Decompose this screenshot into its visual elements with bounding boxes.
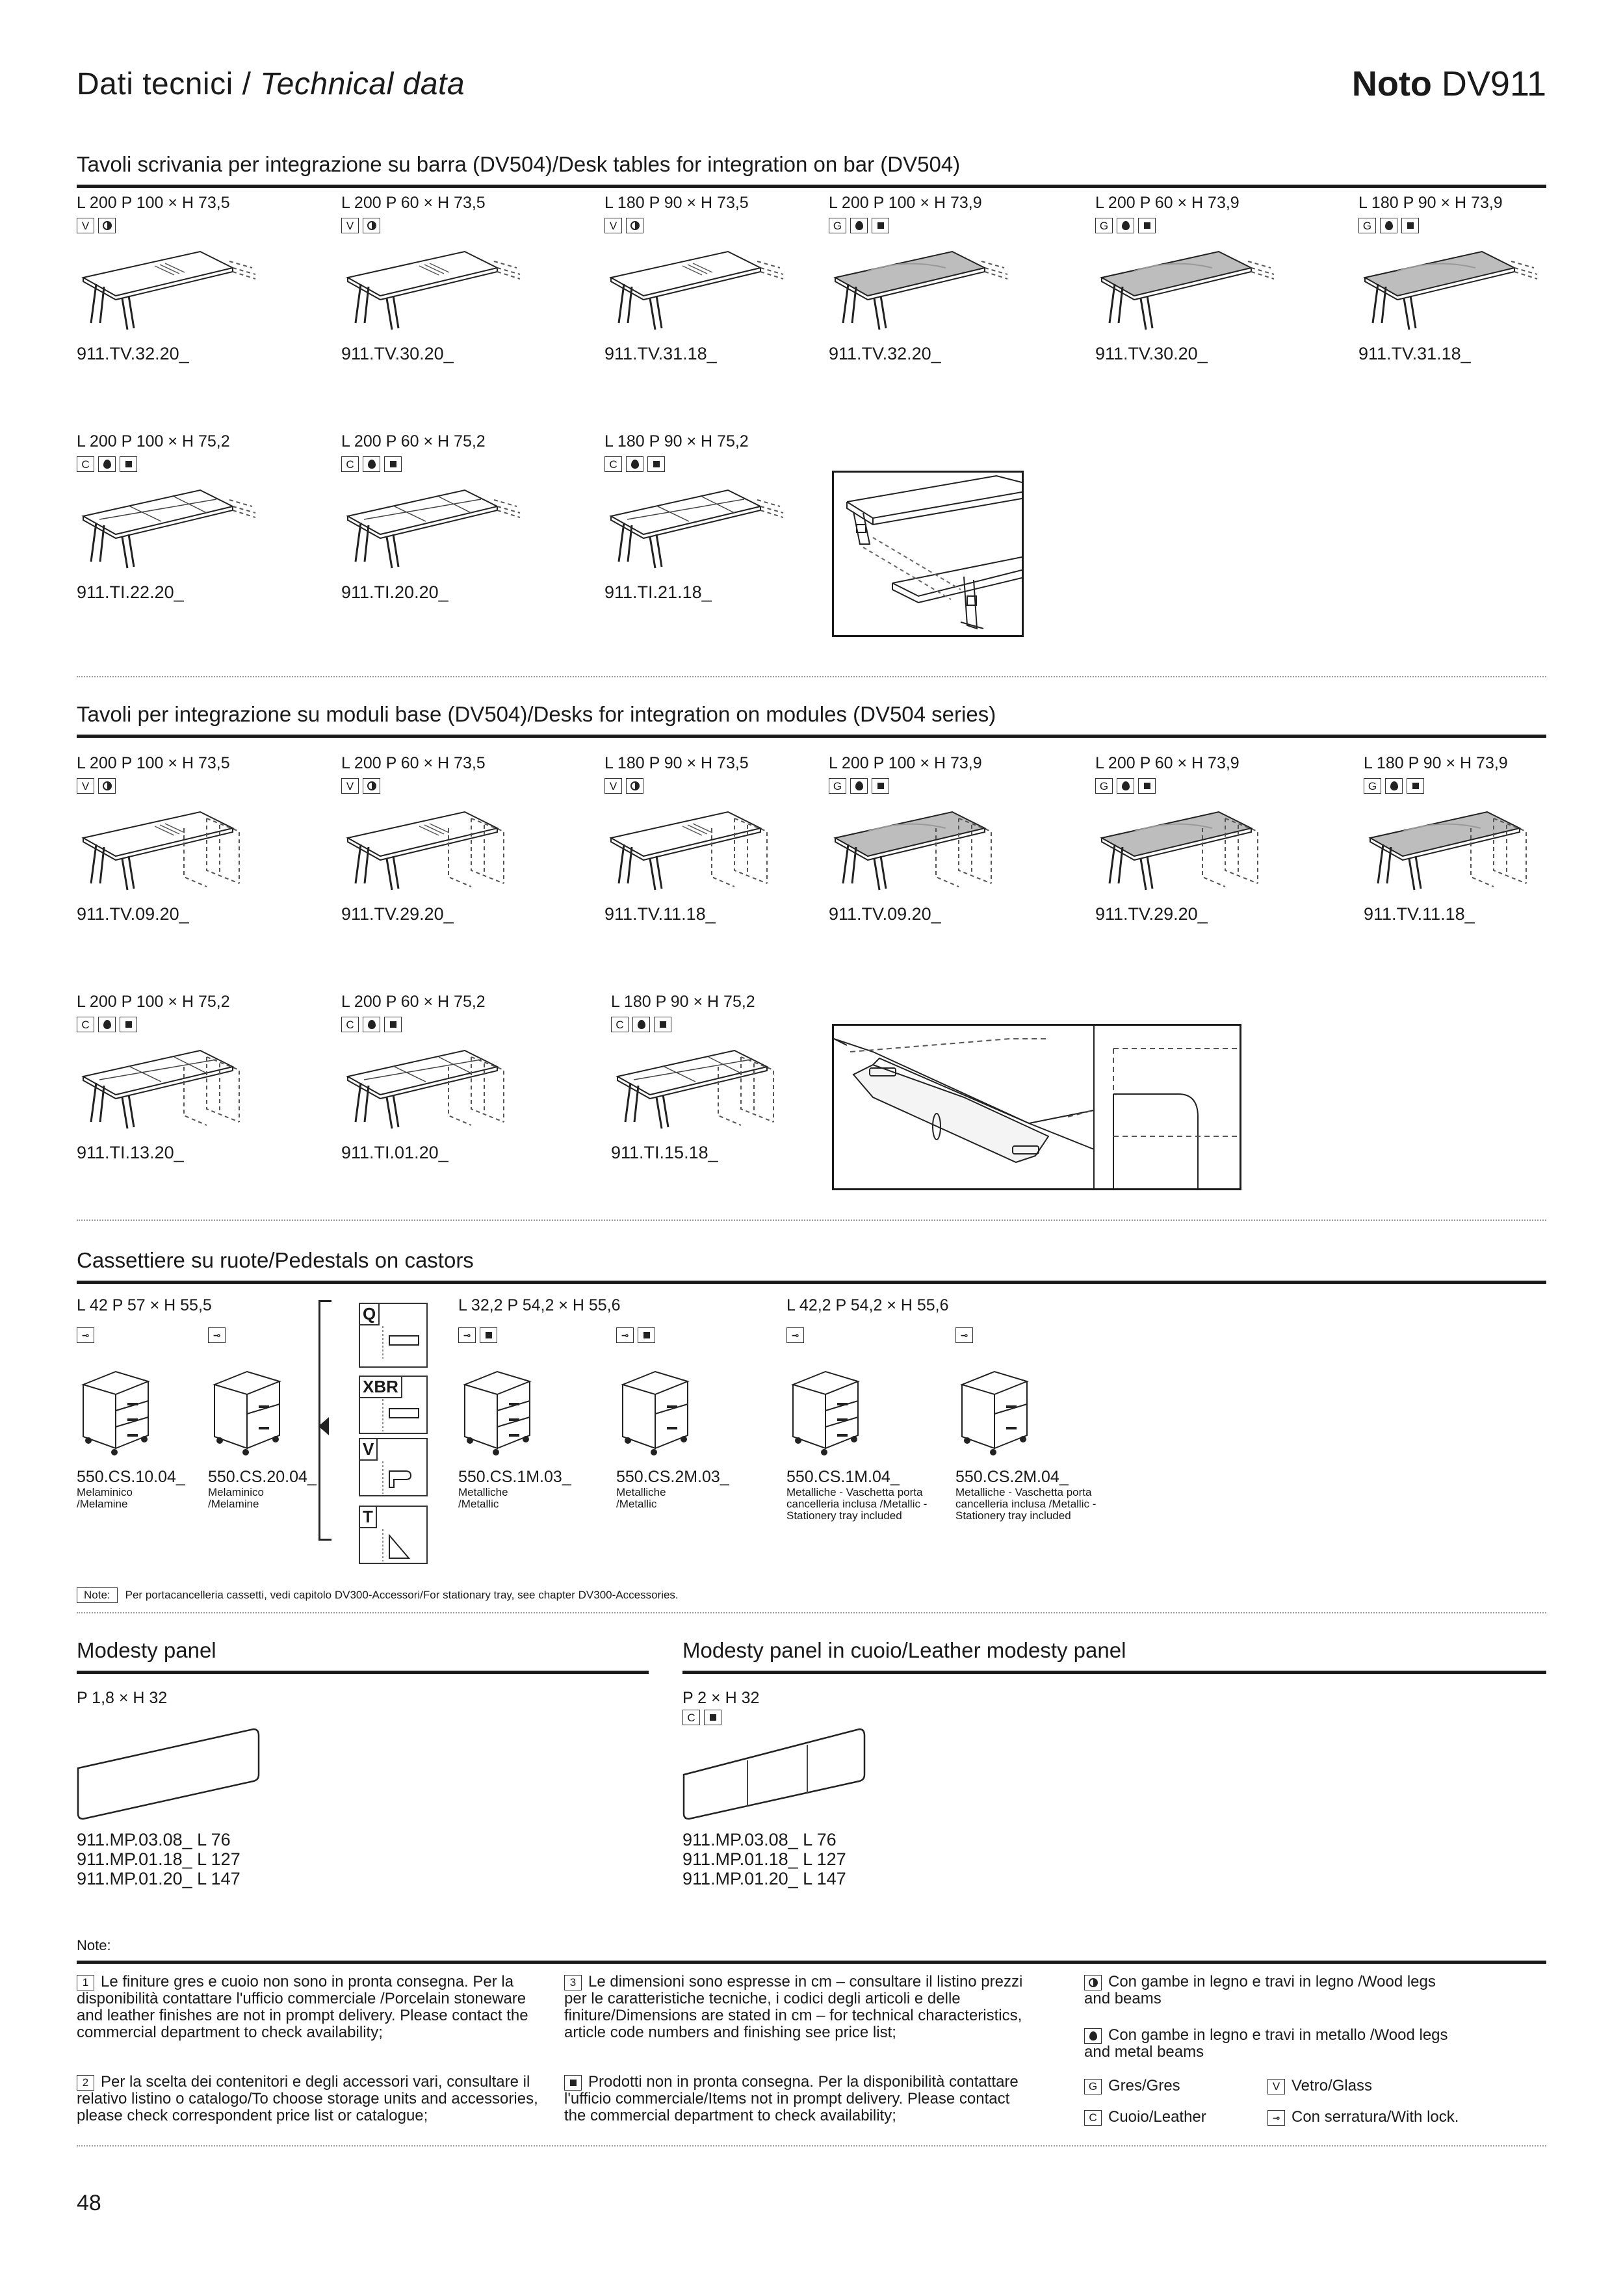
leather-icon: C xyxy=(604,456,622,472)
handle-icon xyxy=(380,1461,425,1494)
modesty-dim-left: P 1,8 × H 32 xyxy=(77,1689,168,1707)
glass-icon: V xyxy=(77,218,94,233)
desk-drawing xyxy=(77,245,324,336)
not-in-stock-icon xyxy=(654,1017,671,1032)
pedestal-item xyxy=(458,1365,614,1510)
note-3 xyxy=(564,1974,1032,2041)
legend-lock-text: Con serratura/With lock. xyxy=(1292,2108,1459,2126)
desk-code: 911.TV.31.18_ xyxy=(1358,344,1471,363)
desk-drawing xyxy=(1358,245,1605,336)
desk-dimensions: L 200 P 60 × H 73,5 xyxy=(341,754,486,772)
metal-beams-icon xyxy=(363,1017,380,1032)
desk-drawing xyxy=(829,805,1076,896)
desk-code: 911.TV.30.20_ xyxy=(341,344,454,363)
pedestal-drawing xyxy=(955,1365,1111,1456)
desk-dimensions: L 200 P 60 × H 75,2 xyxy=(341,432,486,450)
desk-code: 911.TV.31.18_ xyxy=(604,344,717,363)
desk-item xyxy=(604,754,851,924)
desk-drawing xyxy=(604,805,851,896)
desk-code: 911.TI.01.20_ xyxy=(341,1143,448,1162)
option-label: T xyxy=(360,1507,377,1528)
lock-icon: ⊸ xyxy=(955,1327,973,1343)
desk-dimensions: L 200 P 100 × H 75,2 xyxy=(77,993,230,1011)
desk-dimensions: L 180 P 90 × H 73,5 xyxy=(604,754,749,772)
page-title xyxy=(77,66,465,102)
desk-code: 911.TV.11.18_ xyxy=(604,904,716,924)
pedestal-code: 550.CS.10.04_ xyxy=(77,1468,185,1486)
note-3-text: Le dimensioni sono espresse in cm – consultare il listino prezzi per le caratteristiche tecniche, i codici degli articoli e delle finiture/Dimensions are stated in cm – for technical characteristics, article code numbers and finishing see price list; xyxy=(564,1973,1023,2041)
desk-item xyxy=(341,432,588,603)
dotted-divider xyxy=(77,1612,1546,1613)
wood-legs-icon xyxy=(626,778,643,794)
metal-beams-icon xyxy=(98,456,116,472)
legend-gres-text: Gres/Gres xyxy=(1108,2077,1180,2094)
lock-icon: ⊸ xyxy=(1267,2110,1285,2126)
not-in-stock-icon xyxy=(1138,218,1156,233)
not-in-stock-icon xyxy=(480,1327,497,1343)
gres-icon: G xyxy=(1084,2079,1102,2094)
leather-modesty-panel-drawing xyxy=(682,1723,871,1820)
pedestal-item xyxy=(616,1365,772,1510)
not-in-stock-icon xyxy=(1407,778,1424,794)
section-rule xyxy=(682,1671,1546,1674)
modesty-title-left: Modesty panel xyxy=(77,1638,216,1662)
note-1-text: Le finiture gres e cuoio non sono in pronta consegna. Per la disponibilità contattare l'ufficio commerciale /Porcelain stoneware and leather finishes are not in prompt delivery. Please contact the commercial department to check availability; xyxy=(77,1973,528,2041)
desk-dimensions: L 180 P 90 × H 73,9 xyxy=(1358,194,1503,212)
leather-icon: C xyxy=(341,1017,359,1032)
module-detail-drawing xyxy=(832,1024,1241,1190)
finish-icons xyxy=(1364,778,1611,794)
legend-leather-text: Cuoio/Leather xyxy=(1108,2108,1206,2126)
desk-code: 911.TI.21.18_ xyxy=(604,582,712,602)
note-number: 3 xyxy=(564,1975,582,1990)
desk-code: 911.TV.29.20_ xyxy=(1095,904,1208,924)
modesty-dim-right: P 2 × H 32 xyxy=(682,1689,760,1707)
desk-item xyxy=(611,993,858,1163)
legend-metal xyxy=(1084,2027,1461,2061)
wood-legs-icon xyxy=(626,218,643,233)
leather-icon: C xyxy=(77,456,94,472)
not-in-stock-icon xyxy=(1138,778,1156,794)
glass-icon: V xyxy=(341,218,359,233)
desk-drawing xyxy=(77,484,324,575)
gres-icon: G xyxy=(1358,218,1376,233)
not-in-stock-icon xyxy=(564,2075,582,2091)
pedestal-item xyxy=(955,1365,1111,1522)
leather-icon: C xyxy=(682,1710,700,1725)
leather-icon: C xyxy=(611,1017,629,1032)
pedestal-code: 550.CS.2M.03_ xyxy=(616,1468,729,1486)
desk-dimensions: L 180 P 90 × H 73,9 xyxy=(1364,754,1508,772)
desk-code: 911.TV.32.20_ xyxy=(77,344,189,363)
pedestal-option-q xyxy=(359,1303,428,1368)
desk-item xyxy=(341,993,588,1163)
title-it: Dati tecnici / xyxy=(77,67,252,101)
finish-icons xyxy=(1358,218,1605,233)
desk-code: 911.TV.29.20_ xyxy=(341,904,454,924)
note-4-text: Prodotti non in pronta consegna. Per la disponibilità contattare l'ufficio commerciale/Items not in prompt delivery. Please contact the commercial department to check availability; xyxy=(564,2073,1019,2124)
not-in-stock-icon xyxy=(638,1327,655,1343)
metal-beams-icon xyxy=(1117,778,1134,794)
modesty-code: 911.MP.01.18_ L 127 xyxy=(77,1849,240,1869)
bar-detail-illustration xyxy=(834,473,1022,635)
pedestal-drawing xyxy=(208,1365,364,1456)
desk-item xyxy=(829,754,1076,924)
finish-icons xyxy=(1095,218,1342,233)
pedestal-note xyxy=(77,1587,679,1603)
desk-item xyxy=(829,194,1076,364)
finish-icons xyxy=(604,456,851,472)
pedestal-code: 550.CS.20.04_ xyxy=(208,1468,317,1486)
desk-dimensions: L 200 P 100 × H 73,5 xyxy=(77,194,230,212)
bar-detail-drawing xyxy=(832,471,1024,637)
desk-code: 911.TI.15.18_ xyxy=(611,1143,718,1162)
desk-dimensions: L 200 P 60 × H 73,9 xyxy=(1095,194,1240,212)
pedestal-desc: Melaminico /Melamine xyxy=(208,1486,264,1510)
lock-icon: ⊸ xyxy=(77,1327,94,1343)
desk-item xyxy=(341,194,588,364)
not-in-stock-icon xyxy=(384,456,402,472)
desk-drawing xyxy=(77,1044,324,1135)
finish-icons xyxy=(341,1017,588,1032)
desk-item xyxy=(604,194,851,364)
leather-icon: C xyxy=(77,1017,94,1032)
desk-dimensions: L 180 P 90 × H 75,2 xyxy=(611,993,755,1011)
pedestal-drawing xyxy=(616,1365,772,1456)
desk-drawing xyxy=(1364,805,1611,896)
finish-icons xyxy=(77,456,324,472)
metal-beams-icon xyxy=(850,778,868,794)
wood-legs-icon xyxy=(363,218,380,233)
wood-legs-icon xyxy=(98,778,116,794)
desk-drawing xyxy=(604,484,851,575)
section-title-module-desks: Tavoli per integrazione su moduli base (DV504)/Desks for integration on modules (DV504 series) xyxy=(77,702,996,726)
title-en: Technical data xyxy=(260,67,465,101)
modesty-code: 911.MP.03.08_ L 76 xyxy=(77,1830,231,1849)
desk-item xyxy=(77,754,324,924)
finish-icons xyxy=(611,1017,858,1032)
finish-icons xyxy=(604,218,851,233)
desk-drawing xyxy=(341,484,588,575)
not-in-stock-icon xyxy=(872,218,889,233)
pedestal-item xyxy=(786,1365,942,1522)
metal-beams-icon xyxy=(626,456,643,472)
pedestal-dim-c: L 42,2 P 54,2 × H 55,6 xyxy=(786,1296,949,1314)
handle-icon xyxy=(380,1529,425,1561)
notes-label: Note: xyxy=(77,1937,111,1953)
pedestal-code: 550.CS.1M.04_ xyxy=(786,1468,900,1486)
desk-drawing xyxy=(1095,805,1342,896)
dotted-divider xyxy=(77,1220,1546,1221)
pedestal-desc: Melaminico /Melamine xyxy=(77,1486,133,1510)
desk-drawing xyxy=(341,245,588,336)
wood-legs-icon xyxy=(1084,1975,1102,1990)
desk-drawing xyxy=(77,805,324,896)
pedestal-desc: Metalliche - Vaschetta porta cancelleria inclusa /Metallic - Stationery tray included xyxy=(786,1486,928,1522)
glass-icon: V xyxy=(604,218,622,233)
desk-code: 911.TI.22.20_ xyxy=(77,582,184,602)
desk-dimensions: L 180 P 90 × H 73,5 xyxy=(604,194,749,212)
glass-icon: V xyxy=(1267,2079,1285,2094)
desk-code: 911.TV.30.20_ xyxy=(1095,344,1208,363)
section-title-pedestals: Cassettiere su ruote/Pedestals on castors xyxy=(77,1248,474,1272)
legend-gres xyxy=(1084,2078,1180,2094)
modesty-code: 911.MP.03.08_ L 76 xyxy=(682,1830,837,1849)
brand-name: Noto xyxy=(1351,64,1432,103)
modesty-panel-drawing xyxy=(77,1723,265,1820)
legend-glass-text: Vetro/Glass xyxy=(1292,2077,1373,2094)
modesty-code: 911.MP.01.20_ L 147 xyxy=(77,1869,240,1888)
desk-drawing xyxy=(604,245,851,336)
desk-code: 911.TV.09.20_ xyxy=(77,904,189,924)
pedestal-option-t xyxy=(359,1506,428,1564)
legend-leather xyxy=(1084,2109,1206,2126)
desk-drawing xyxy=(611,1044,858,1135)
wood-legs-icon xyxy=(98,218,116,233)
desk-item xyxy=(341,754,588,924)
gres-icon: G xyxy=(1095,778,1113,794)
handle-icon xyxy=(380,1399,425,1431)
finish-icons xyxy=(341,778,588,794)
metal-beams-icon xyxy=(1117,218,1134,233)
desk-item xyxy=(1358,194,1605,364)
page-number: 48 xyxy=(77,2191,101,2215)
section-rule xyxy=(77,1961,1546,1964)
desk-dimensions: L 200 P 100 × H 73,9 xyxy=(829,754,982,772)
desk-code: 911.TV.09.20_ xyxy=(829,904,941,924)
finish-icons xyxy=(77,1017,324,1032)
option-label: Q xyxy=(360,1304,380,1325)
note-text: Per portacancelleria cassetti, vedi capitolo DV300-Accessori/For stationary tray, see chapter DV300-Accessories. xyxy=(125,1589,679,1601)
metal-beams-icon xyxy=(1380,218,1397,233)
gres-icon: G xyxy=(1095,218,1113,233)
pedestal-code: 550.CS.1M.03_ xyxy=(458,1468,571,1486)
finish-icons xyxy=(341,456,588,472)
desk-drawing xyxy=(1095,245,1342,336)
section-rule xyxy=(77,735,1546,738)
legend-metal-text: Con gambe in legno e travi in metallo /Wood legs and metal beams xyxy=(1084,2026,1448,2061)
legend-glass xyxy=(1267,2078,1372,2094)
model-name: DV911 xyxy=(1441,64,1546,103)
section-rule xyxy=(77,1671,649,1674)
finish-icons xyxy=(829,218,1076,233)
option-label: XBR xyxy=(360,1377,402,1398)
metal-beams-icon xyxy=(98,1017,116,1032)
wood-legs-icon xyxy=(363,778,380,794)
desk-dimensions: L 200 P 100 × H 75,2 xyxy=(77,432,230,450)
desk-drawing xyxy=(341,805,588,896)
finish-icons xyxy=(829,778,1076,794)
note-1 xyxy=(77,1974,532,2041)
desk-dimensions: L 200 P 60 × H 75,2 xyxy=(341,993,486,1011)
pedestal-dim-b: L 32,2 P 54,2 × H 55,6 xyxy=(458,1296,621,1314)
not-in-stock-icon xyxy=(1401,218,1419,233)
metal-beams-icon xyxy=(632,1017,650,1032)
pedestal-desc: Metalliche /Metallic xyxy=(458,1486,508,1510)
leather-icon: C xyxy=(341,456,359,472)
note-4 xyxy=(564,2074,1032,2124)
lock-icon: ⊸ xyxy=(616,1327,634,1343)
pedestal-item xyxy=(208,1365,364,1510)
desk-item xyxy=(1095,194,1342,364)
note-number: 1 xyxy=(77,1975,94,1990)
glass-icon: V xyxy=(341,778,359,794)
pedestal-dim-a: L 42 P 57 × H 55,5 xyxy=(77,1296,212,1314)
desk-item xyxy=(1364,754,1611,924)
legend-wood xyxy=(1084,1974,1461,2007)
desk-code: 911.TI.20.20_ xyxy=(341,582,448,602)
option-label: V xyxy=(360,1439,378,1461)
gres-icon: G xyxy=(829,778,846,794)
desk-dimensions: L 200 P 60 × H 73,5 xyxy=(341,194,486,212)
pedestal-option-v xyxy=(359,1438,428,1496)
pedestal-code: 550.CS.2M.04_ xyxy=(955,1468,1069,1486)
desk-code: 911.TI.13.20_ xyxy=(77,1143,184,1162)
desk-drawing xyxy=(341,1044,588,1135)
legend-wood-text: Con gambe in legno e travi in legno /Wood legs and beams xyxy=(1084,1973,1436,2007)
modesty-code: 911.MP.01.18_ L 127 xyxy=(682,1849,846,1869)
not-in-stock-icon xyxy=(120,1017,137,1032)
lock-icon: ⊸ xyxy=(208,1327,226,1343)
desk-dimensions: L 200 P 100 × H 73,5 xyxy=(77,754,230,772)
section-rule xyxy=(77,1281,1546,1284)
metal-beams-icon xyxy=(363,456,380,472)
desk-item xyxy=(604,432,851,603)
note-2 xyxy=(77,2074,545,2124)
dotted-divider xyxy=(77,2145,1546,2146)
leather-icon: C xyxy=(1084,2110,1102,2126)
note-label: Note: xyxy=(77,1587,118,1603)
pedestal-desc: Metalliche - Vaschetta porta cancelleria inclusa /Metallic - Stationery tray included xyxy=(955,1486,1097,1522)
desk-item xyxy=(77,432,324,603)
section-rule xyxy=(77,185,1546,188)
finish-icons xyxy=(604,778,851,794)
desk-dimensions: L 200 P 100 × H 73,9 xyxy=(829,194,982,212)
metal-beams-icon xyxy=(1084,2028,1102,2044)
finish-icons xyxy=(77,778,324,794)
note-2-text: Per la scelta dei contenitori e degli accessori vari, consultare il relativo listino o catalogo/To choose storage units and accessories, please check correspondent price list or catalogue; xyxy=(77,2073,538,2124)
pedestal-desc: Metalliche /Metallic xyxy=(616,1486,666,1510)
not-in-stock-icon xyxy=(872,778,889,794)
brand-title xyxy=(1352,64,1546,104)
dotted-divider xyxy=(77,676,1546,677)
note-number: 2 xyxy=(77,2075,94,2091)
handle-icon xyxy=(380,1326,425,1359)
modesty-codes-right xyxy=(682,1830,846,1888)
pedestal-drawing xyxy=(458,1365,614,1456)
metal-beams-icon xyxy=(1385,778,1403,794)
finish-icons xyxy=(341,218,588,233)
desk-item xyxy=(1095,754,1342,924)
finish-icons xyxy=(77,218,324,233)
modesty-codes-left xyxy=(77,1830,240,1888)
desk-item xyxy=(77,993,324,1163)
modesty-title-right: Modesty panel in cuoio/Leather modesty panel xyxy=(682,1638,1126,1662)
legend-lock xyxy=(1267,2109,1459,2126)
gres-icon: G xyxy=(829,218,846,233)
finish-icons xyxy=(1095,778,1342,794)
lock-icon: ⊸ xyxy=(786,1327,804,1343)
desk-dimensions: L 180 P 90 × H 75,2 xyxy=(604,432,749,450)
pedestal-option-xbr xyxy=(359,1376,428,1434)
desk-drawing xyxy=(829,245,1076,336)
metal-beams-icon xyxy=(850,218,868,233)
lock-icon: ⊸ xyxy=(458,1327,476,1343)
desk-code: 911.TV.32.20_ xyxy=(829,344,941,363)
not-in-stock-icon xyxy=(120,456,137,472)
modesty-code: 911.MP.01.20_ L 147 xyxy=(682,1869,846,1888)
not-in-stock-icon xyxy=(647,456,665,472)
pedestal-drawing xyxy=(786,1365,942,1456)
glass-icon: V xyxy=(604,778,622,794)
section-title-bar-desks: Tavoli scrivania per integrazione su barra (DV504)/Desk tables for integration on bar (DV504) xyxy=(77,152,961,176)
module-detail-illustration xyxy=(834,1026,1240,1188)
gres-icon: G xyxy=(1364,778,1381,794)
glass-icon: V xyxy=(77,778,94,794)
desk-code: 911.TV.11.18_ xyxy=(1364,904,1475,924)
desk-item xyxy=(77,194,324,364)
desk-dimensions: L 200 P 60 × H 73,9 xyxy=(1095,754,1240,772)
not-in-stock-icon xyxy=(384,1017,402,1032)
